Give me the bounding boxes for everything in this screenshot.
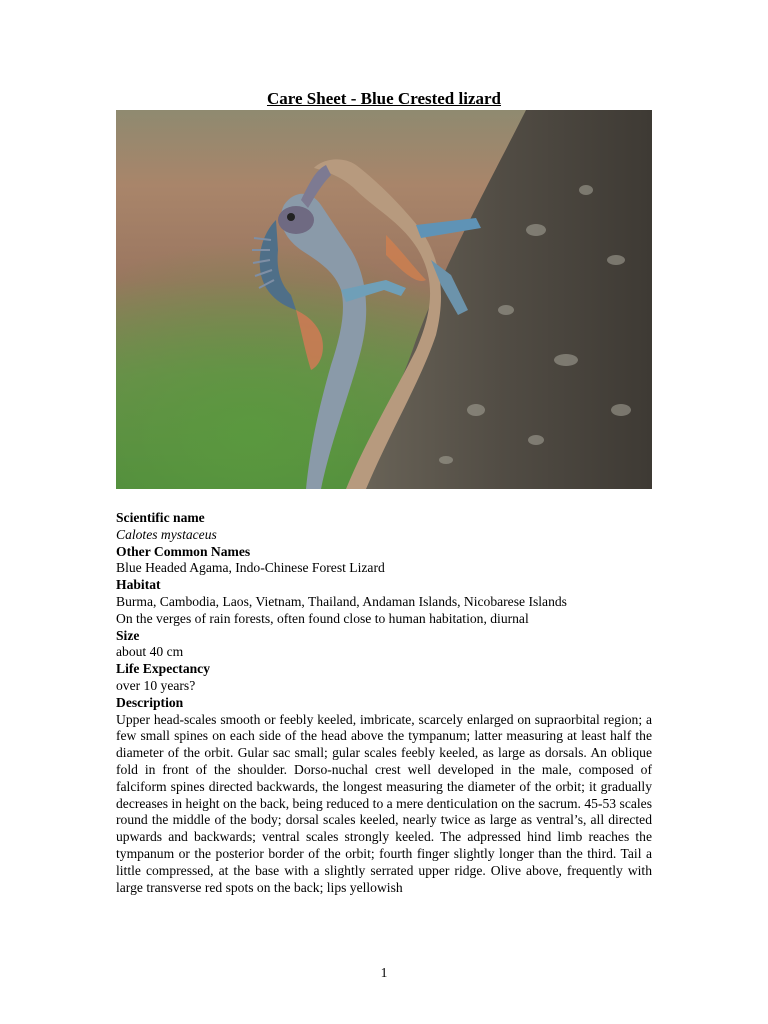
habitat-line-2: On the verges of rain forests, often found close to human habitation, diurnal: [116, 610, 529, 626]
common-names-heading: Other Common Names: [116, 543, 251, 559]
size-value: about 40 cm: [116, 644, 184, 660]
page-number: 1: [380, 965, 388, 980]
habitat-heading: Habitat: [116, 577, 161, 593]
size-heading: Size: [116, 627, 140, 643]
description-heading: Description: [116, 694, 184, 710]
lizard-photo: [116, 110, 652, 489]
common-names-value: Blue Headed Agama, Indo-Chinese Forest Lizard: [116, 560, 385, 576]
habitat-line-1: Burma, Cambodia, Laos, Vietnam, Thailand, Andaman Islands, Nicobarese Islands: [116, 593, 567, 609]
life-expectancy-value: over 10 years?: [116, 677, 196, 693]
scientific-name-heading: Scientific name: [116, 510, 205, 525]
description-text: Upper head-scales smooth or feebly keeled, imbricate, scarcely enlarged on supraorbital region; a few small spines on each side of the head above the tympanum; latter measuring at least half the diameter of the orbit. Gular sac small; gular scales feebly keeled, as large as dorsals. An oblique fold in front of the shoulder. Dorso-nuchal crest well developed in the male, composed of falciform spines directed backwards, the longest measuring the diameter of the orbit; it gradually decreases in height on the back, being reduced to a mere denticulation on the sacrum. 45-53 scales round the middle of the body; dorsal scales keeled, nearly twice as large as ventral’s, all directed upwards and backwards; ventral scales strongly keeled. The adpressed hind limb reaches the tympanum or the posterior border of the orbit; fourth finger slightly longer than the third. Tail a little compressed, at the base with a slightly serrated upper ridge. Olive above, frequently with large transverse red spots on the back; lips yellowish: [116, 711, 652, 895]
page-title: Care Sheet - Blue Crested lizard: [266, 89, 502, 108]
scientific-name-value: Calotes mystaceus: [116, 526, 217, 542]
life-expectancy-heading: Life Expectancy: [116, 661, 211, 677]
care-sheet-content: [116, 510, 652, 896]
